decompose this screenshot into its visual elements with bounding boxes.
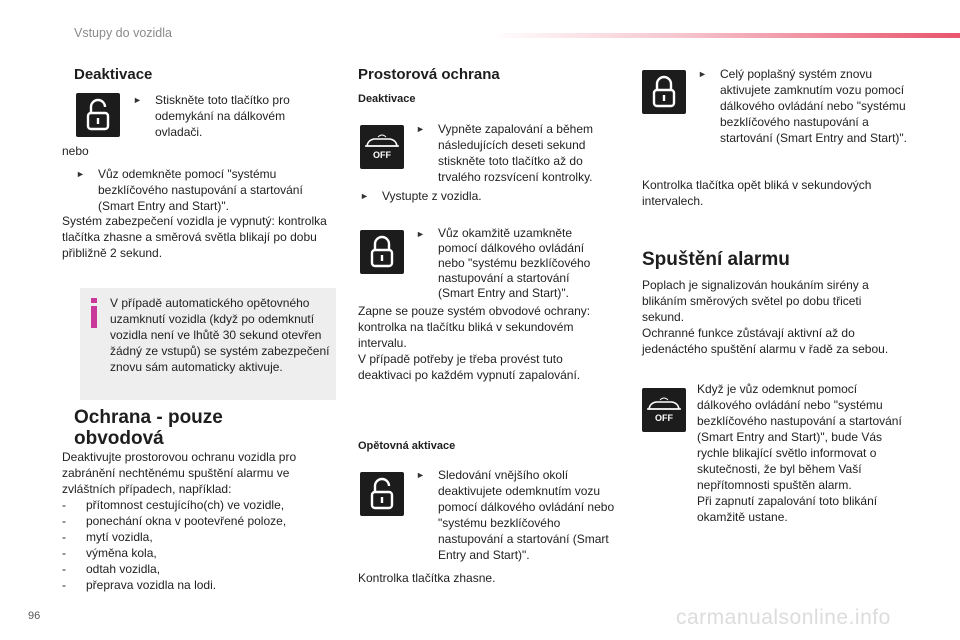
arrow-bullet-icon: ► xyxy=(416,124,425,134)
reactivation-subheading: Opětovná aktivace xyxy=(358,440,456,452)
unlock-icon xyxy=(368,477,396,511)
arrow-bullet-icon: ► xyxy=(416,229,425,239)
header-accent-bar xyxy=(490,33,960,38)
reactivation-result-text: Kontrolka tlačítka zhasne. xyxy=(358,571,496,585)
lock-icon xyxy=(650,75,678,109)
full-reactivation-step: ► Celý poplašný systém znovu aktivujete zamknutím vozu pomocí dálkového ovládání nebo "systému bezklíčového nastupování a startování (Smart Entry and Start)". xyxy=(698,67,907,145)
arrow-bullet-icon: ► xyxy=(76,169,85,179)
volumetric-deactivation-subheading: Deaktivace xyxy=(358,93,416,105)
volumetric-result-text: Zapne se pouze systém obvodové ochrany: kontrolka na tlačítku bliká v sekundovém intervalu. V případě potřeby je třeba provést tuto deaktivaci po každém vypnutí zapalování. xyxy=(358,304,591,382)
perimeter-intro-text: Deaktivujte prostorovou ochranu vozidla pro zabránění nechtěnému spuštění alarmu ve zvláštních případech, například: xyxy=(62,450,297,496)
arrow-bullet-icon: ► xyxy=(360,191,369,201)
deactivation-result-text: Systém zabezpečení vozidla je vypnutý: kontrolka tlačítka zhasne a směrová světla blikají po dobu přibližně 2 sekund. xyxy=(62,214,327,260)
alarm-unlock-info-text: Když je vůz odemknut pomocí dálkového ovládání nebo "systému bezklíčového nastupování a startování (Smart Entry and Start)", bude Vás rychle blikající světlo informovat o skutečnosti, že byl během Vaší nepřítomnosti spuštěn alarm. Při zapnutí zapalování toto blikání okamžitě ustane. xyxy=(697,382,902,524)
volumetric-step-1: ► Vypněte zapalování a během následujících deseti sekund stiskněte toto tlačítko až do trvalého rozsvícení kontrolky. xyxy=(416,122,593,184)
volumetric-protection-heading: Prostorová ochrana xyxy=(358,66,500,83)
volumetric-step-3: ► Vůz okamžitě uzamkněte pomocí dálkového ovládání nebo "systému bezklíčového nastupování a startování (Smart Entry and Start)". xyxy=(416,226,591,300)
list-item: - odtah vozidla, xyxy=(62,562,161,576)
arrow-bullet-icon: ► xyxy=(698,69,707,79)
svg-text:OFF: OFF xyxy=(373,150,391,160)
deactivation-step-1: ► Stiskněte toto tlačítko pro odemykání na dálkovém ovladači. xyxy=(133,93,290,139)
alarm-triggering-text: Poplach je signalizován houkáním sirény a blikáním směrových světel po dobu třiceti sekund. Ochranné funkce zůstávají aktivní až do jedenáctého spuštění alarmu v řadě za sebou. xyxy=(642,278,889,356)
alarm-triggering-heading: Spuštění alarmu xyxy=(642,249,790,270)
deactivation-step-2: ► Vůz odemkněte pomocí "systému bezklíčového nastupování a startování (Smart Entry and Start)". xyxy=(76,167,303,213)
lock-button-image-2 xyxy=(642,70,686,114)
list-item: - přeprava vozidla na lodi. xyxy=(62,578,217,592)
deactivation-heading: Deaktivace xyxy=(74,66,153,83)
off-button-image xyxy=(360,125,404,169)
perimeter-examples-list xyxy=(62,497,332,593)
volumetric-step-2: ► Vystupte z vozidla. xyxy=(360,189,482,203)
info-icon xyxy=(88,298,100,328)
list-item: - mytí vozidla, xyxy=(62,530,153,544)
list-item: - výměna kola, xyxy=(62,546,157,560)
off-icon xyxy=(362,132,402,162)
svg-text:OFF: OFF xyxy=(655,413,673,423)
or-text: nebo xyxy=(62,144,89,158)
off-icon xyxy=(644,395,684,425)
info-note xyxy=(80,288,336,400)
reactivation-step-1: ► Sledování vnějšího okolí deaktivujete odemknutím vozu pomocí dálkového ovládání nebo "systému bezklíčového nastupování a startování (Smart Entry and Start)". xyxy=(416,468,615,562)
unlock-icon xyxy=(84,98,112,132)
footer-watermark-url: carmanualsonline.info xyxy=(676,606,891,629)
list-item: - přítomnost cestujícího(ch) ve vozidle, xyxy=(62,498,285,512)
list-item: - ponechání okna v pootevřené poloze, xyxy=(62,514,287,528)
unlock-button-image-2 xyxy=(360,472,404,516)
lock-icon xyxy=(368,235,396,269)
full-reactivation-result: Kontrolka tlačítka opět bliká v sekundových intervalech. xyxy=(642,178,872,208)
arrow-bullet-icon: ► xyxy=(133,95,142,105)
unlock-button-image xyxy=(76,93,120,137)
lock-button-image xyxy=(360,230,404,274)
page-number: 96 xyxy=(28,610,41,622)
info-note-text: V případě automatického opětovného uzamknutí vozidla (když po odemknutí vozidla není ve lhůtě 30 sekund otevřen žádný ze vstupů) se systém zabezpečení znovu sám automaticky aktivuje. xyxy=(110,296,330,374)
perimeter-section-title: Ochrana - pouze obvodová xyxy=(74,407,223,449)
page-header-title: Vstupy do vozidla xyxy=(74,26,172,40)
arrow-bullet-icon: ► xyxy=(416,470,425,480)
off-button-image-2 xyxy=(642,388,686,432)
